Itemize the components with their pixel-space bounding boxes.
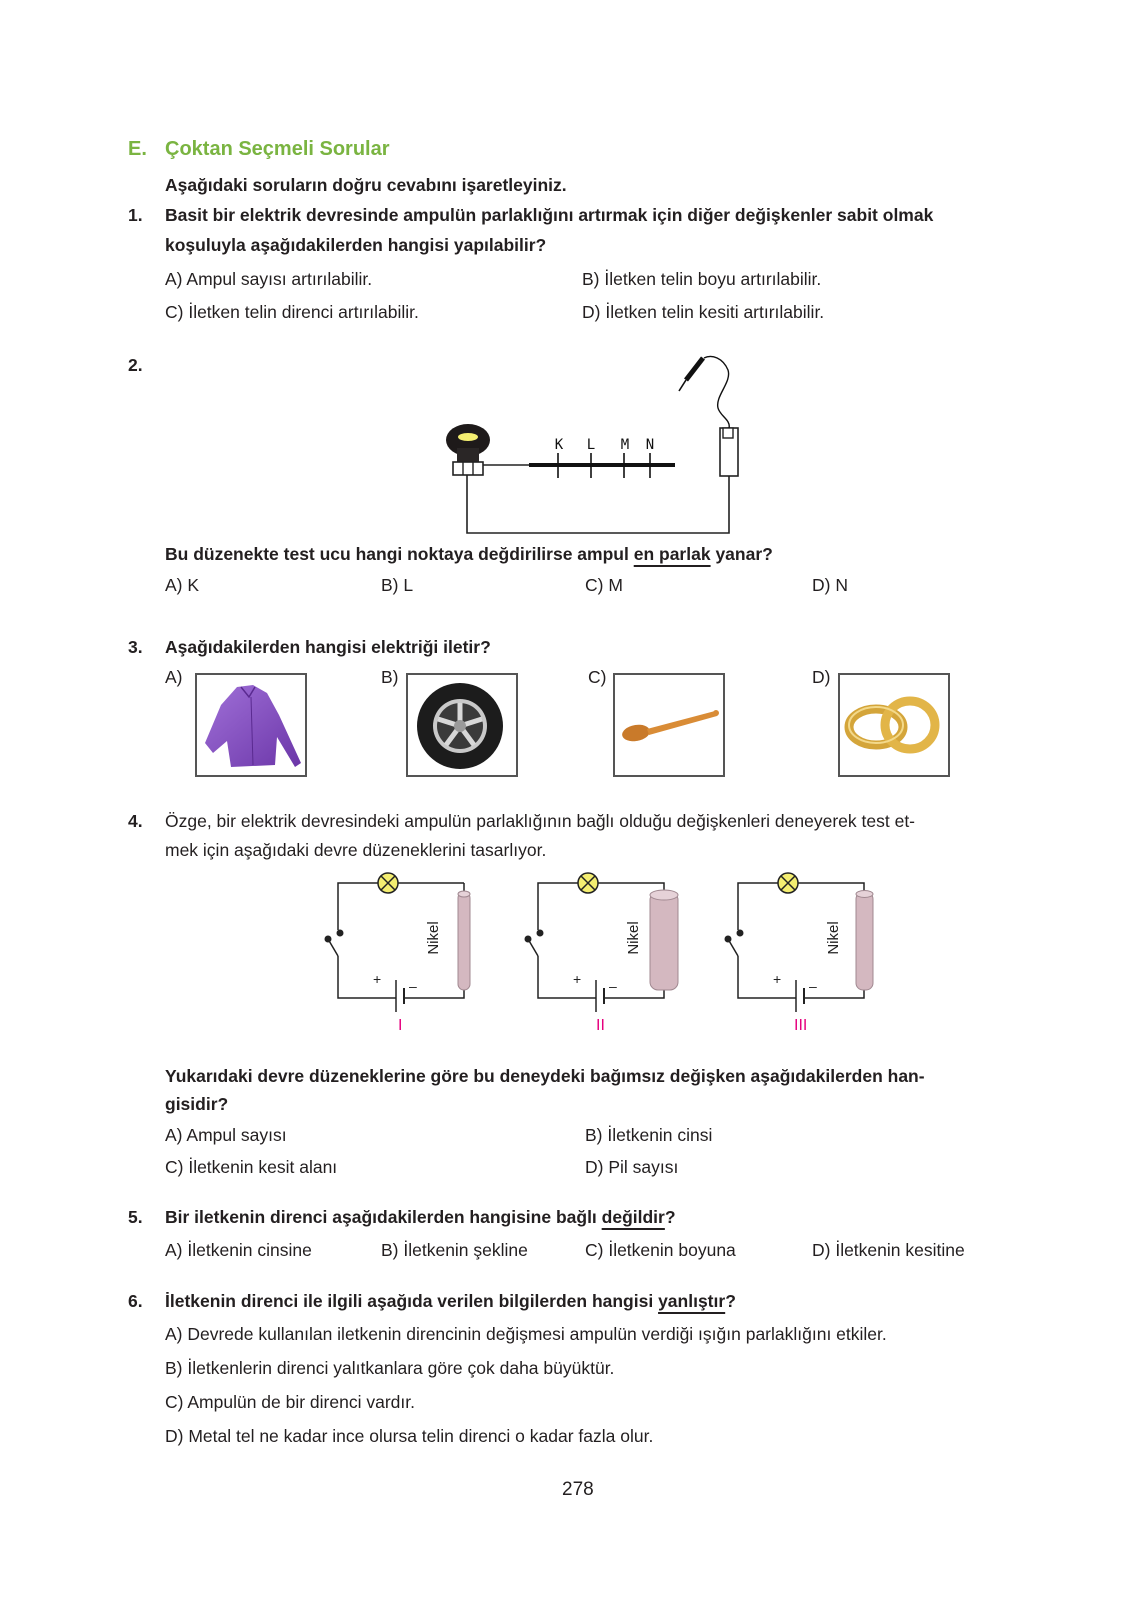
question-text-cont: gisidir? <box>165 1094 229 1114</box>
option-c[interactable]: C) İletkenin boyuna <box>585 1240 736 1260</box>
circuit-label-ii: II <box>596 1017 605 1034</box>
option-d[interactable]: D) N <box>812 575 848 595</box>
purple-shirt-image[interactable] <box>195 673 307 777</box>
circuit-i-figure <box>320 868 480 1028</box>
circuit-label-iii: III <box>794 1017 808 1034</box>
test-circuit-figure <box>420 340 760 540</box>
option-d[interactable]: D) Pil sayısı <box>585 1157 679 1177</box>
option-a[interactable]: A) Ampul sayısı artırılabilir. <box>165 269 373 289</box>
wooden-spoon-image[interactable] <box>613 673 725 777</box>
option-c[interactable]: C) İletkenin kesit alanı <box>165 1157 338 1177</box>
option-b[interactable]: B) İletken telin boyu artırılabilir. <box>582 269 822 289</box>
option-c[interactable]: C) Ampulün de bir direnci vardır. <box>165 1392 415 1412</box>
option-b-label[interactable]: B) <box>381 667 399 687</box>
option-d[interactable]: D) İletken telin kesiti artırılabilir. <box>582 302 825 322</box>
page-number: 278 <box>562 1479 594 1500</box>
test-probe-icon <box>679 357 729 429</box>
nickel-rod-medium <box>856 891 873 991</box>
circuit-ii-figure <box>520 868 680 1028</box>
material-label: Nikel <box>825 921 842 955</box>
material-label: Nikel <box>625 921 642 955</box>
nickel-rod-thick <box>650 890 678 990</box>
question-number: 6. <box>128 1291 143 1311</box>
question-text: Aşağıdakilerden hangisi elektriği iletir? <box>165 637 491 657</box>
question-text: İletkenin direnci ile ilgili aşağıda verilen bilgilerden hangisi yanlıştır? <box>165 1291 736 1311</box>
car-tire-image[interactable] <box>406 673 518 777</box>
option-d-label[interactable]: D) <box>812 667 831 687</box>
option-c-label[interactable]: C) <box>588 667 607 687</box>
bulb-icon <box>378 873 398 893</box>
point-label-n: N <box>645 437 655 453</box>
point-label-k: K <box>554 437 564 453</box>
option-a[interactable]: A) Devrede kullanılan iletkenin direncinin değişmesi ampulün verdiği ışığın parlaklığını etkiler. <box>165 1324 887 1344</box>
plus-sign: + <box>773 971 782 987</box>
section-letter: E. <box>128 138 147 160</box>
option-a-label[interactable]: A) <box>165 667 183 687</box>
option-d[interactable]: D) İletkenin kesitine <box>812 1240 965 1260</box>
bulb-socket-icon <box>446 424 490 475</box>
question-number: 1. <box>128 205 143 225</box>
minus-sign: – <box>609 978 617 994</box>
question-text: Bir iletkenin direnci aşağıdakilerden hangisine bağlı değildir? <box>165 1207 676 1227</box>
question-intro: Özge, bir elektrik devresindeki ampulün parlaklığının bağlı olduğu değişkenleri deneyerek test et- <box>165 811 916 831</box>
point-label-l: L <box>586 437 596 453</box>
question-text: Basit bir elektrik devresinde ampulün parlaklığını artırmak için diğer değişkenler sabit olmak <box>165 205 934 225</box>
minus-sign: – <box>809 978 817 994</box>
emphasis: yanlıştır <box>658 1291 726 1311</box>
circuit-iii-figure <box>720 868 880 1028</box>
shirt-icon <box>197 675 305 775</box>
emphasis: en parlak <box>633 544 711 564</box>
point-label-m: M <box>620 437 630 453</box>
option-a[interactable]: A) İletkenin cinsine <box>165 1240 312 1260</box>
question-text-cont: koşuluyla aşağıdakilerden hangisi yapılabilir? <box>165 235 547 255</box>
option-d[interactable]: D) Metal tel ne kadar ince olursa telin direnci o kadar fazla olur. <box>165 1426 654 1446</box>
question-number: 2. <box>128 355 143 375</box>
rings-icon <box>840 675 948 775</box>
material-label: Nikel <box>425 921 442 955</box>
gold-rings-image[interactable] <box>838 673 950 777</box>
section-instruction: Aşağıdaki soruların doğru cevabını işaretleyiniz. <box>165 175 567 195</box>
circuit-label-i: I <box>398 1017 403 1034</box>
nickel-rod-thin <box>458 891 470 990</box>
option-c[interactable]: C) İletken telin direnci artırılabilir. <box>165 302 419 322</box>
plus-sign: + <box>573 971 582 987</box>
question-text: Bu düzenekte test ucu hangi noktaya değdirilirse ampul en parlak yanar? <box>165 544 773 564</box>
question-number: 4. <box>128 811 143 831</box>
question-text: Yukarıdaki devre düzeneklerine göre bu deneydeki bağımsız değişken aşağıdakilerden han- <box>165 1066 925 1086</box>
option-b[interactable]: B) L <box>381 575 414 595</box>
bulb-icon <box>578 873 598 893</box>
option-c[interactable]: C) M <box>585 575 623 595</box>
question-number: 5. <box>128 1207 143 1227</box>
option-b[interactable]: B) İletkenin cinsi <box>585 1125 713 1145</box>
option-a[interactable]: A) K <box>165 575 200 595</box>
option-b[interactable]: B) İletkenlerin direnci yalıtkanlara göre çok daha büyüktür. <box>165 1358 615 1378</box>
section-title: Çoktan Seçmeli Sorular <box>165 138 390 160</box>
minus-sign: – <box>409 978 417 994</box>
plus-sign: + <box>373 971 382 987</box>
spoon-icon <box>615 675 723 775</box>
question-intro-cont: mek için aşağıdaki devre düzeneklerini tasarlıyor. <box>165 840 547 860</box>
bulb-icon <box>778 873 798 893</box>
question-number: 3. <box>128 637 143 657</box>
tire-icon <box>408 675 516 775</box>
option-a[interactable]: A) Ampul sayısı <box>165 1125 287 1145</box>
option-b[interactable]: B) İletkenin şekline <box>381 1240 528 1260</box>
emphasis: değildir <box>601 1207 665 1227</box>
